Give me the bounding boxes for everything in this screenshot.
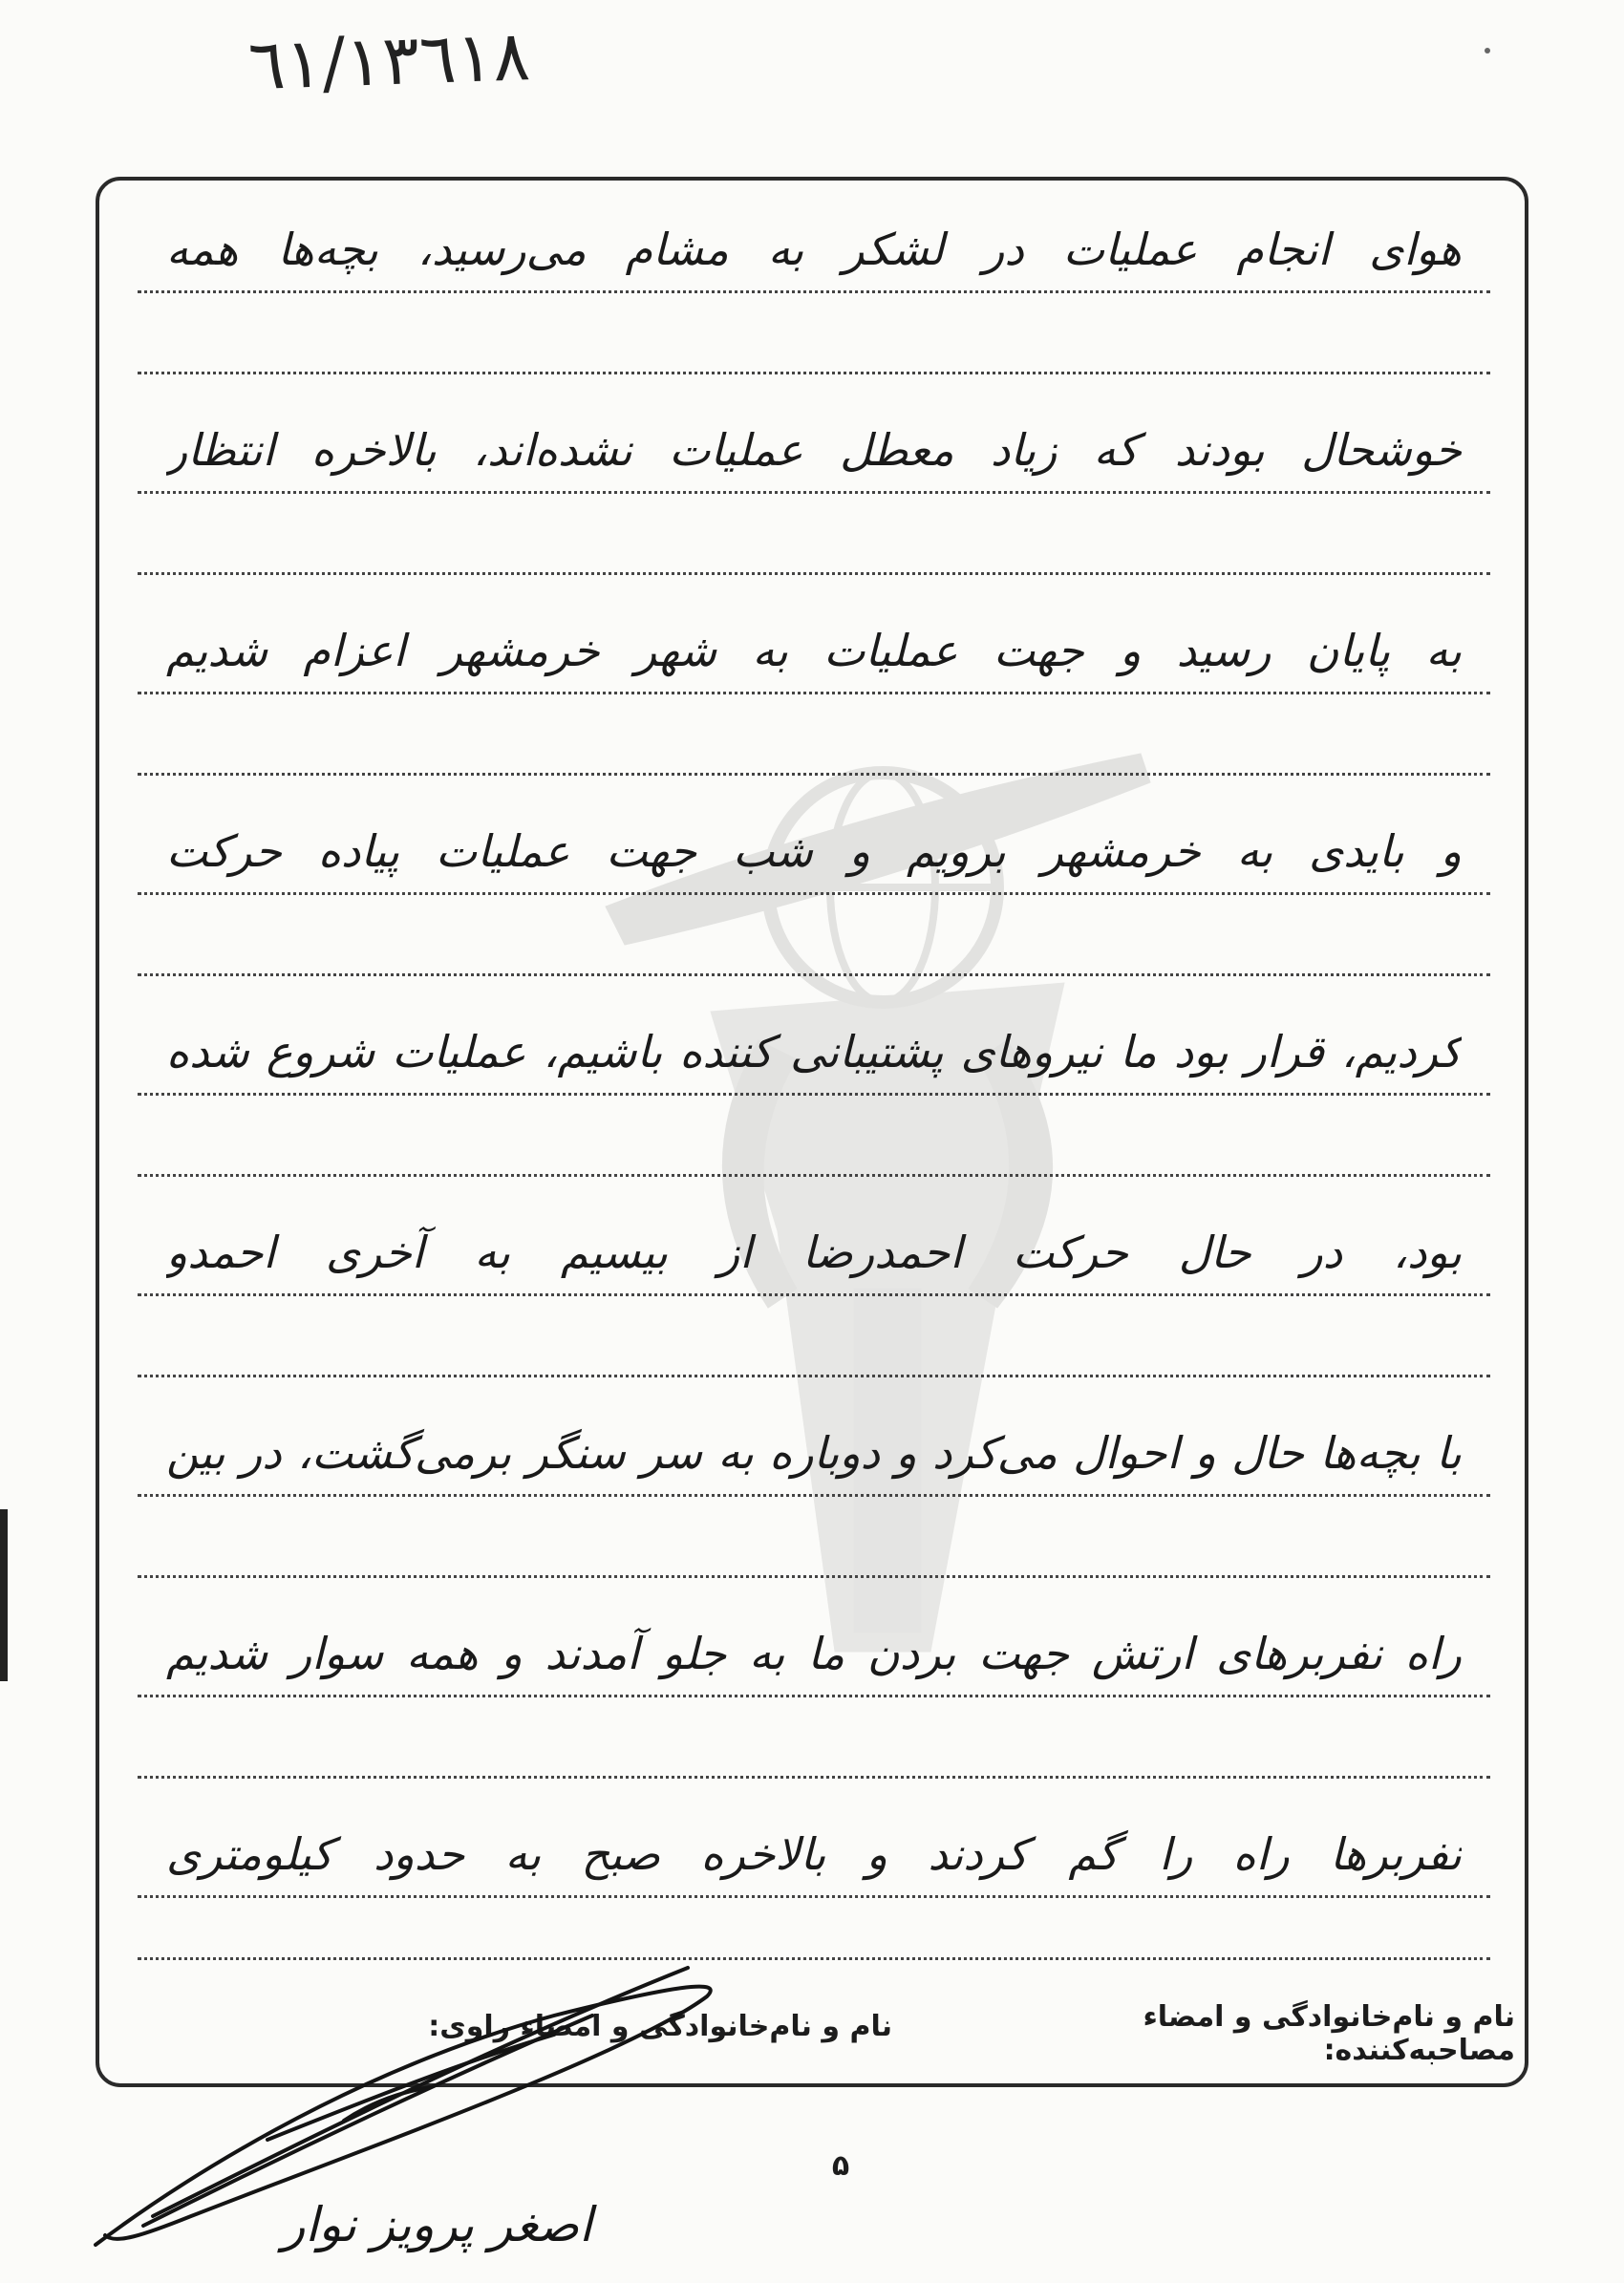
page-number: ۵ bbox=[831, 2149, 850, 2183]
handwritten-line-6: بود، در حال حرکت احمدرضا از بیسیم به آخری احمدو bbox=[166, 1227, 1462, 1278]
dotted-rule bbox=[138, 1695, 1490, 1697]
dotted-rule bbox=[138, 491, 1490, 494]
text-line bbox=[138, 400, 1490, 601]
dotted-rule bbox=[138, 372, 1490, 374]
handwritten-line-8: راه نفربرهای ارتش جهت بردن ما به جلو آمدند و همه سوار شدیم bbox=[166, 1628, 1462, 1679]
signature-name: اصغر پرویز نوار bbox=[282, 2197, 592, 2252]
dotted-rule bbox=[138, 1174, 1490, 1177]
narrator-signature-label: نام و نام‌خانوادگی و امضاء راوی: bbox=[428, 2010, 892, 2043]
dotted-rule bbox=[138, 692, 1490, 694]
handwritten-line-4: و بایدی به خرمشهر برویم و شب جهت عملیات پیاده حرکت bbox=[166, 825, 1462, 877]
dotted-rule bbox=[138, 290, 1490, 293]
dotted-rule bbox=[138, 973, 1490, 976]
handwritten-line-5: کردیم، قرار بود ما نیروهای پشتیبانی کننده باشیم، عملیات شروع شده bbox=[166, 1026, 1462, 1077]
dotted-rule bbox=[138, 572, 1490, 575]
text-line bbox=[138, 200, 1490, 400]
dotted-rule bbox=[138, 1494, 1490, 1497]
text-line bbox=[138, 801, 1490, 1002]
scan-edge-mark bbox=[0, 1509, 8, 1681]
handwritten-line-1: هوای انجام عملیات در لشکر به مشام می‌رسید، بچه‌ها همه bbox=[166, 224, 1462, 275]
interview-page-frame bbox=[96, 177, 1528, 2087]
dotted-rule bbox=[138, 892, 1490, 895]
document-id-number: ٦١/١٣٦١٨ bbox=[246, 15, 532, 106]
interviewer-signature-label: نام و نام‌خانوادگی و امضاء مصاحبه‌کننده: bbox=[1143, 2000, 1515, 2067]
text-line bbox=[138, 1002, 1490, 1203]
dotted-rule bbox=[138, 1575, 1490, 1578]
dotted-rule bbox=[138, 1895, 1490, 1898]
text-line bbox=[138, 1203, 1490, 1403]
paper-speck bbox=[1483, 46, 1492, 55]
handwritten-line-9: نفربرها راه را گم کردند و بالاخره صبح به حدود کیلومتری bbox=[166, 1828, 1462, 1880]
dotted-rule bbox=[138, 1293, 1490, 1296]
handwritten-line-2: خوشحال بودند که زیاد معطل عملیات نشده‌اند، بالاخره انتظار bbox=[166, 424, 1462, 476]
text-line bbox=[138, 1604, 1490, 1804]
handwritten-line-7: با بچه‌ها حال و احوال می‌کرد و دوباره به سر سنگر برمی‌گشت، در بین bbox=[166, 1427, 1462, 1479]
text-line bbox=[138, 601, 1490, 801]
dotted-rule bbox=[138, 773, 1490, 776]
dotted-rule bbox=[138, 1375, 1490, 1377]
dotted-rule bbox=[138, 1776, 1490, 1779]
text-line bbox=[138, 1403, 1490, 1604]
handwritten-line-3: به پایان رسید و جهت عملیات به شهر خرمشهر اعزام شدیم bbox=[166, 625, 1462, 676]
dotted-rule bbox=[138, 1093, 1490, 1096]
